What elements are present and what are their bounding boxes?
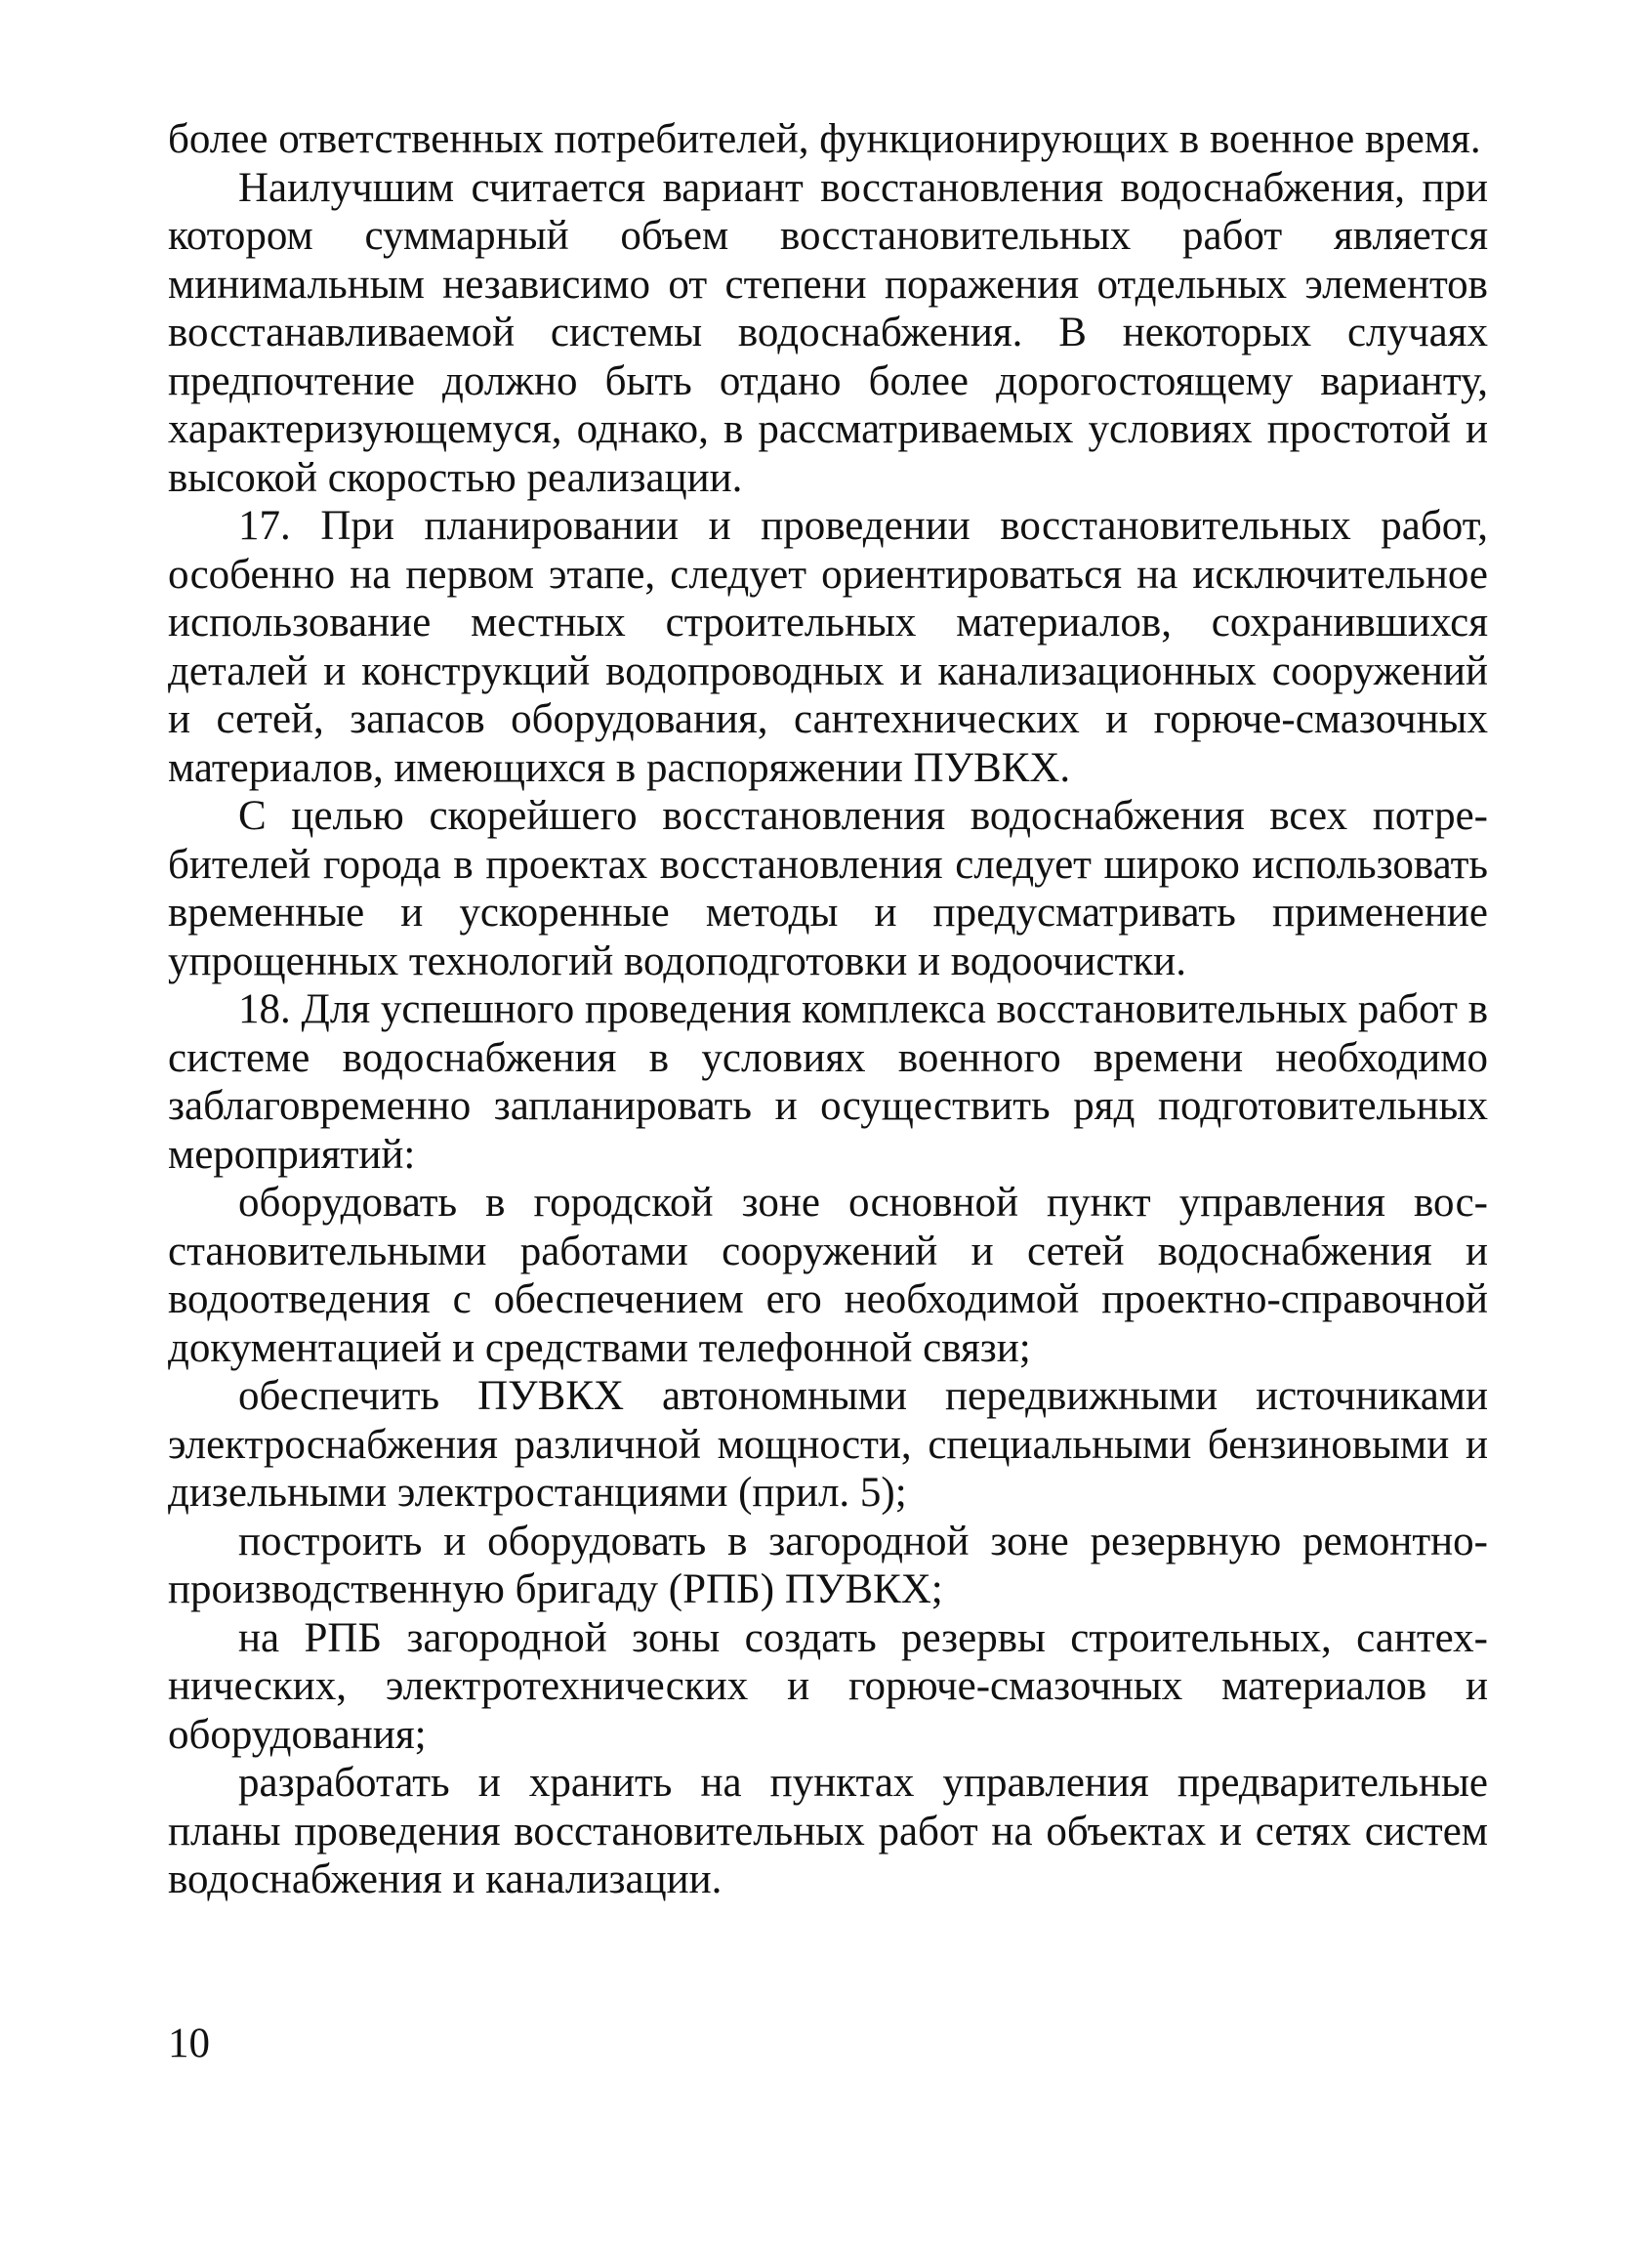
- list-item-material-reserves: на РПБ загородной зоны создать резервы строительных, сантехнических, электротехнических и горюче-смазочных материалов и оборудования;: [168, 1614, 1488, 1758]
- paragraph-best-variant: Наилучшим считается вариант восстановления водоснабжения, при котором суммарный объем восстановительных работ является минимальным независимо от степени поражения отдельных элементов восстанавливаемой системы водоснабжения. В некоторых случаях предпочтение должно быть отдано более дорогостоящему варианту, характеризующемуся, однако, в рассматриваемых условиях простотой и высокой скоростью реализации.: [168, 164, 1488, 501]
- body-text: [168, 115, 1488, 1904]
- page-number: 10: [168, 2021, 210, 2066]
- list-item-control-point: оборудовать в городской зоне основной пункт управления восстановительными работами сооружений и сетей водоснабжения и водоотведения с обеспечением его необходимой проектно-справочной документацией и средствами телефонной связи;: [168, 1180, 1488, 1371]
- list-item-repair-brigade: построить и оборудовать в загородной зоне резервную ремонтно-производственную бригаду (РПБ) ПУВКХ;: [168, 1518, 1488, 1612]
- list-item-power-sources: обеспечить ПУВКХ автономными передвижными источниками электроснабжения различной мощности, специальными бензиновыми и дизельными электростанциями (прил. 5);: [168, 1373, 1488, 1516]
- paragraph-item-17: 17. При планировании и проведении восстановительных работ, особенно на первом этапе, следует ориентироваться на исключительное использование местных строительных материалов, сохранившихся деталей и конструкций водопроводных и канализационных сооружений и сетей, запасов оборудования, сантехнических и горюче-смазочных материалов, имеющихся в распоряжении ПУВКХ.: [168, 503, 1488, 791]
- paragraph-item-18: 18. Для успешного проведения комплекса восстановительных работ в системе водоснабжения в условиях военного времени необходимо заблаговременно запланировать и осуществить ряд подготовительных мероприятий:: [168, 986, 1488, 1178]
- paragraph-rapid-restoration: С целью скорейшего восстановления водоснабжения всех потребителей города в проектах восстановления следует широко использовать временные и ускоренные методы и предусматривать применение упрощенных технологий водоподготовки и водоочистки.: [168, 793, 1488, 984]
- list-item-preliminary-plans: разработать и хранить на пунктах управления предварительные планы проведения восстановительных работ на объектах и сетях систем водоснабжения и канализации.: [168, 1760, 1488, 1902]
- paragraph-continuation: более ответственных потребителей, функционирующих в военное время.: [168, 116, 1481, 162]
